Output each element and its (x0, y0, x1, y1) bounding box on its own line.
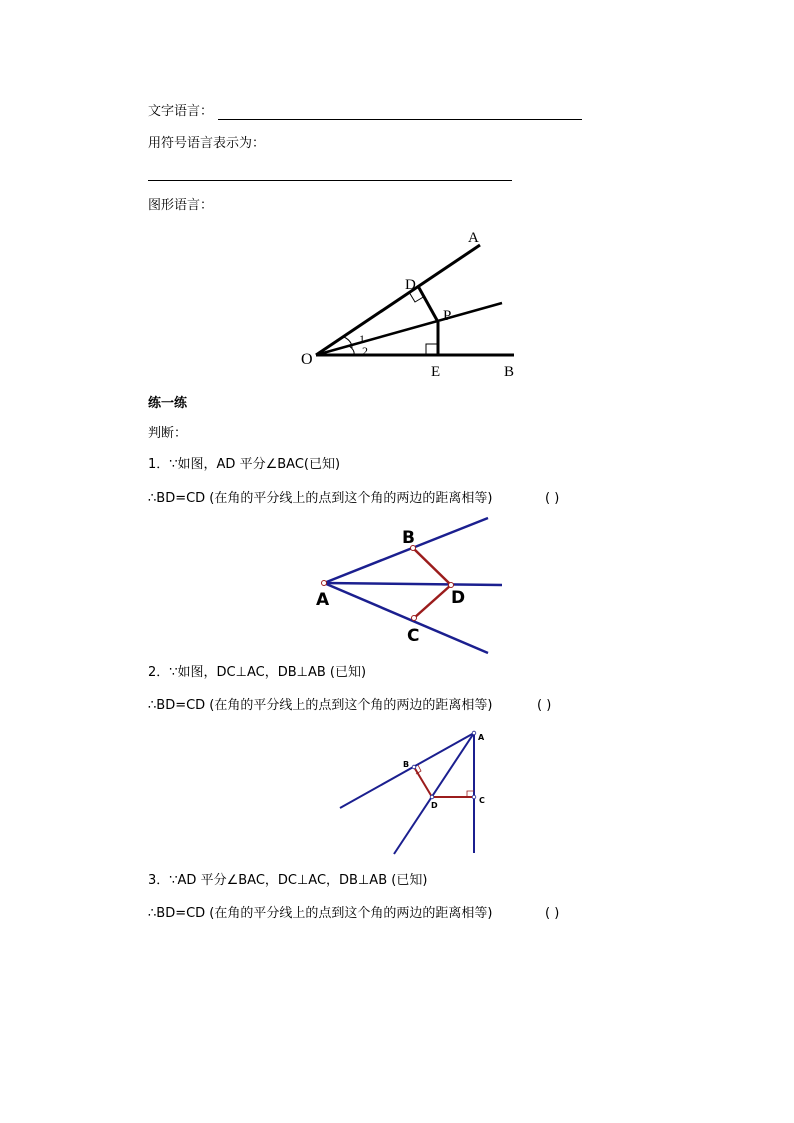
label-c: C (479, 796, 485, 805)
q3-answer-blank[interactable]: ( ) (545, 906, 560, 921)
label-e: E (431, 364, 441, 380)
point-d (430, 795, 434, 799)
label-b: B (402, 528, 415, 548)
point-a (472, 731, 476, 735)
q3-premise: 3．∵AD 平分∠BAC，DC⊥AC，DB⊥AB (已知) (148, 873, 428, 888)
q2-answer-blank[interactable]: ( ) (537, 698, 552, 713)
q1-premise: 1．∵如图，AD 平分∠BAC(已知) (148, 457, 341, 472)
practice-title: 练一练 (148, 396, 188, 411)
point-c (472, 795, 476, 799)
label-a: A (468, 230, 479, 246)
point-b (412, 765, 416, 769)
label-b: B (504, 364, 515, 380)
symbol-language-label: 用符号语言表示为： (148, 136, 266, 151)
figure-language-label: 图形语言： (148, 198, 214, 213)
label-angle-1: 1 (359, 332, 365, 346)
q2-conclusion: ∴BD=CD (在角的平分线上的点到这个角的两边的距离相等) (148, 698, 493, 713)
segment-bd (414, 767, 432, 797)
label-angle-2: 2 (362, 344, 368, 358)
label-a: A (316, 590, 330, 610)
label-d: D (431, 801, 438, 810)
label-d: D (405, 277, 416, 293)
text-language-label: 文字语言： (148, 104, 214, 119)
q2-premise: 2．∵如图，DC⊥AC，DB⊥AB (已知) (148, 665, 367, 680)
label-b: B (403, 760, 410, 769)
ray-ad (394, 733, 474, 854)
label-a: A (478, 733, 485, 742)
q1-answer-blank[interactable]: ( ) (545, 491, 560, 506)
label-d: D (451, 588, 466, 608)
label-p: P (443, 308, 452, 324)
q1-conclusion: ∴BD=CD (在角的平分线上的点到这个角的两边的距离相等) (148, 491, 493, 506)
judge-label: 判断： (148, 426, 188, 441)
label-c: C (407, 626, 420, 646)
label-o: O (301, 351, 313, 368)
q3-conclusion: ∴BD=CD (在角的平分线上的点到这个角的两边的距离相等) (148, 906, 493, 921)
